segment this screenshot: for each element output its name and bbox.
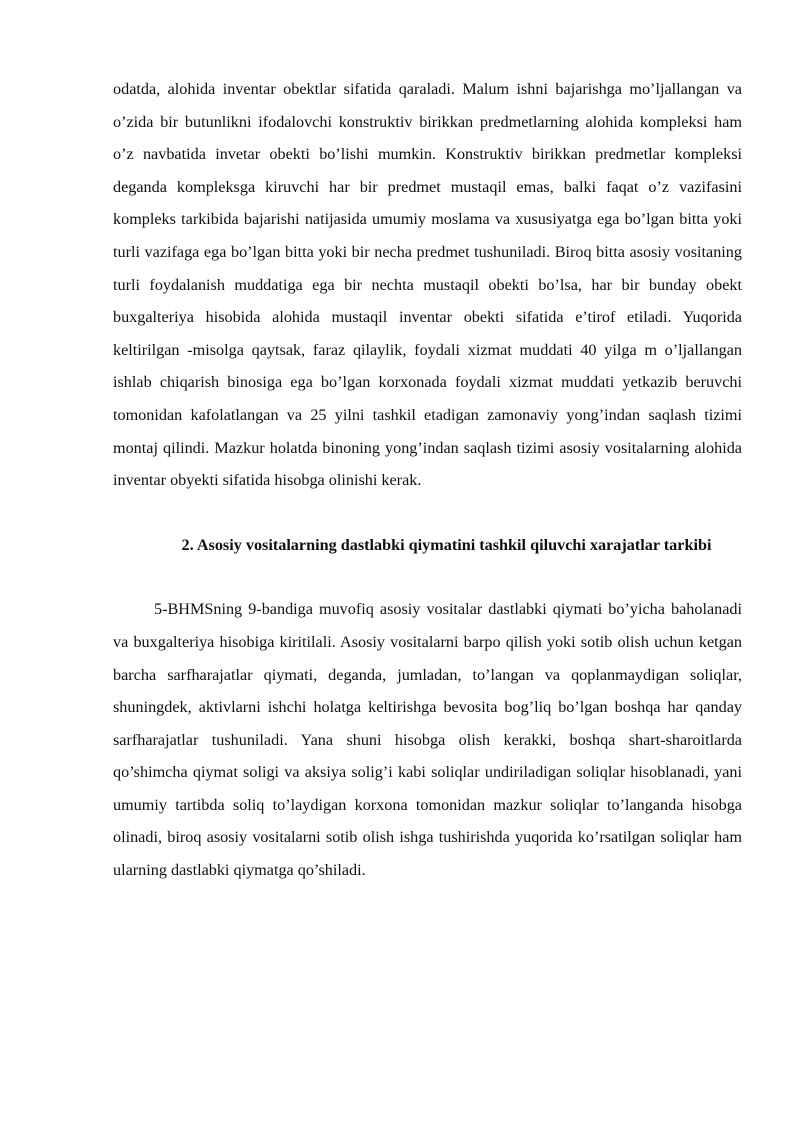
document-page [113,73,742,887]
section-heading: 2. Asosiy vositalarning dastlabki qiymatini tashkil qiluvchi xarajatlar tarkibi [181,535,712,554]
body-paragraph-2: 5-BHMSning 9-bandiga muvofiq asosiy vositalar dastlabki qiymati bo’yicha baholanadi va buxgalteriya hisobiga kiritilali. Asosiy vositalarni barpo qilish yoki sotib olish uchun ketgan barcha sarfharajatlar qiymati, deganda, jumladan, to’langan va qoplanmaydigan soliqlar, shuningdek, aktivlarni ishchi holatga keltirishga bevosita bog’liq bo’lgan boshqa har qanday sarfharajatlar tushuniladi. Yana shuni hisobga olish kerakki, boshqa shart-sharoitlarda qo’shimcha qiymat soligi va aksiya solig’i kabi soliqlar undiriladigan soliqlar hisoblanadi, yani umumiy tartibda soliq to’laydigan korxona tomonidan mazkur soliqlar to’langanda hisobga olinadi, biroq asosiy vositalarni sotib olish ishga tushirishda yuqorida ko’rsatilgan soliqlar ham ularning dastlabki qiymatga qo’shiladi. [113,600,742,880]
body-paragraph-1: odatda, alohida inventar obektlar sifatida qaraladi. Malum ishni bajarishga mo’ljallangan va o’zida bir butunlikni ifodalovchi konstruktiv birikkan predmetlarning alohida kompleksi ham o’z navbatida invetar obekti bo’lishi mumkin. Konstruktiv birikkan predmetlar kompleksi deganda kompleksga kiruvchi har bir predmet mustaqil emas, balki faqat o’z vazifasini kompleks tarkibida bajarishi natijasida umumiy moslama va xususiyatga ega bo’lgan bitta yoki turli vazifaga ega bo’lgan bitta yoki bir necha predmet tushuniladi. Biroq bitta asosiy vositaning turli foydalanish muddatiga ega bir nechta mustaqil obekti bo’lsa, har bir bunday obekt buxgalteriya hisobida alohida mustaqil inventar obekti sifatida e’tirof etiladi. Yuqorida keltirilgan -misolga qaytsak, faraz qilaylik, foydali xizmat muddati 40 yilga m o’ljallangan ishlab chiqarish binosiga ega bo’lgan korxonada foydali xizmat muddati yetkazib beruvchi tomonidan kafolatlangan va 25 yilni tashkil etadigan zamonaviy yong’indan saqlash tizimi montaj qilindi. Mazkur holatda binoning yong’indan saqlash tizimi asosiy vositalarning alohida inventar obyekti sifatida hisobga olinishi kerak. [113,80,742,490]
